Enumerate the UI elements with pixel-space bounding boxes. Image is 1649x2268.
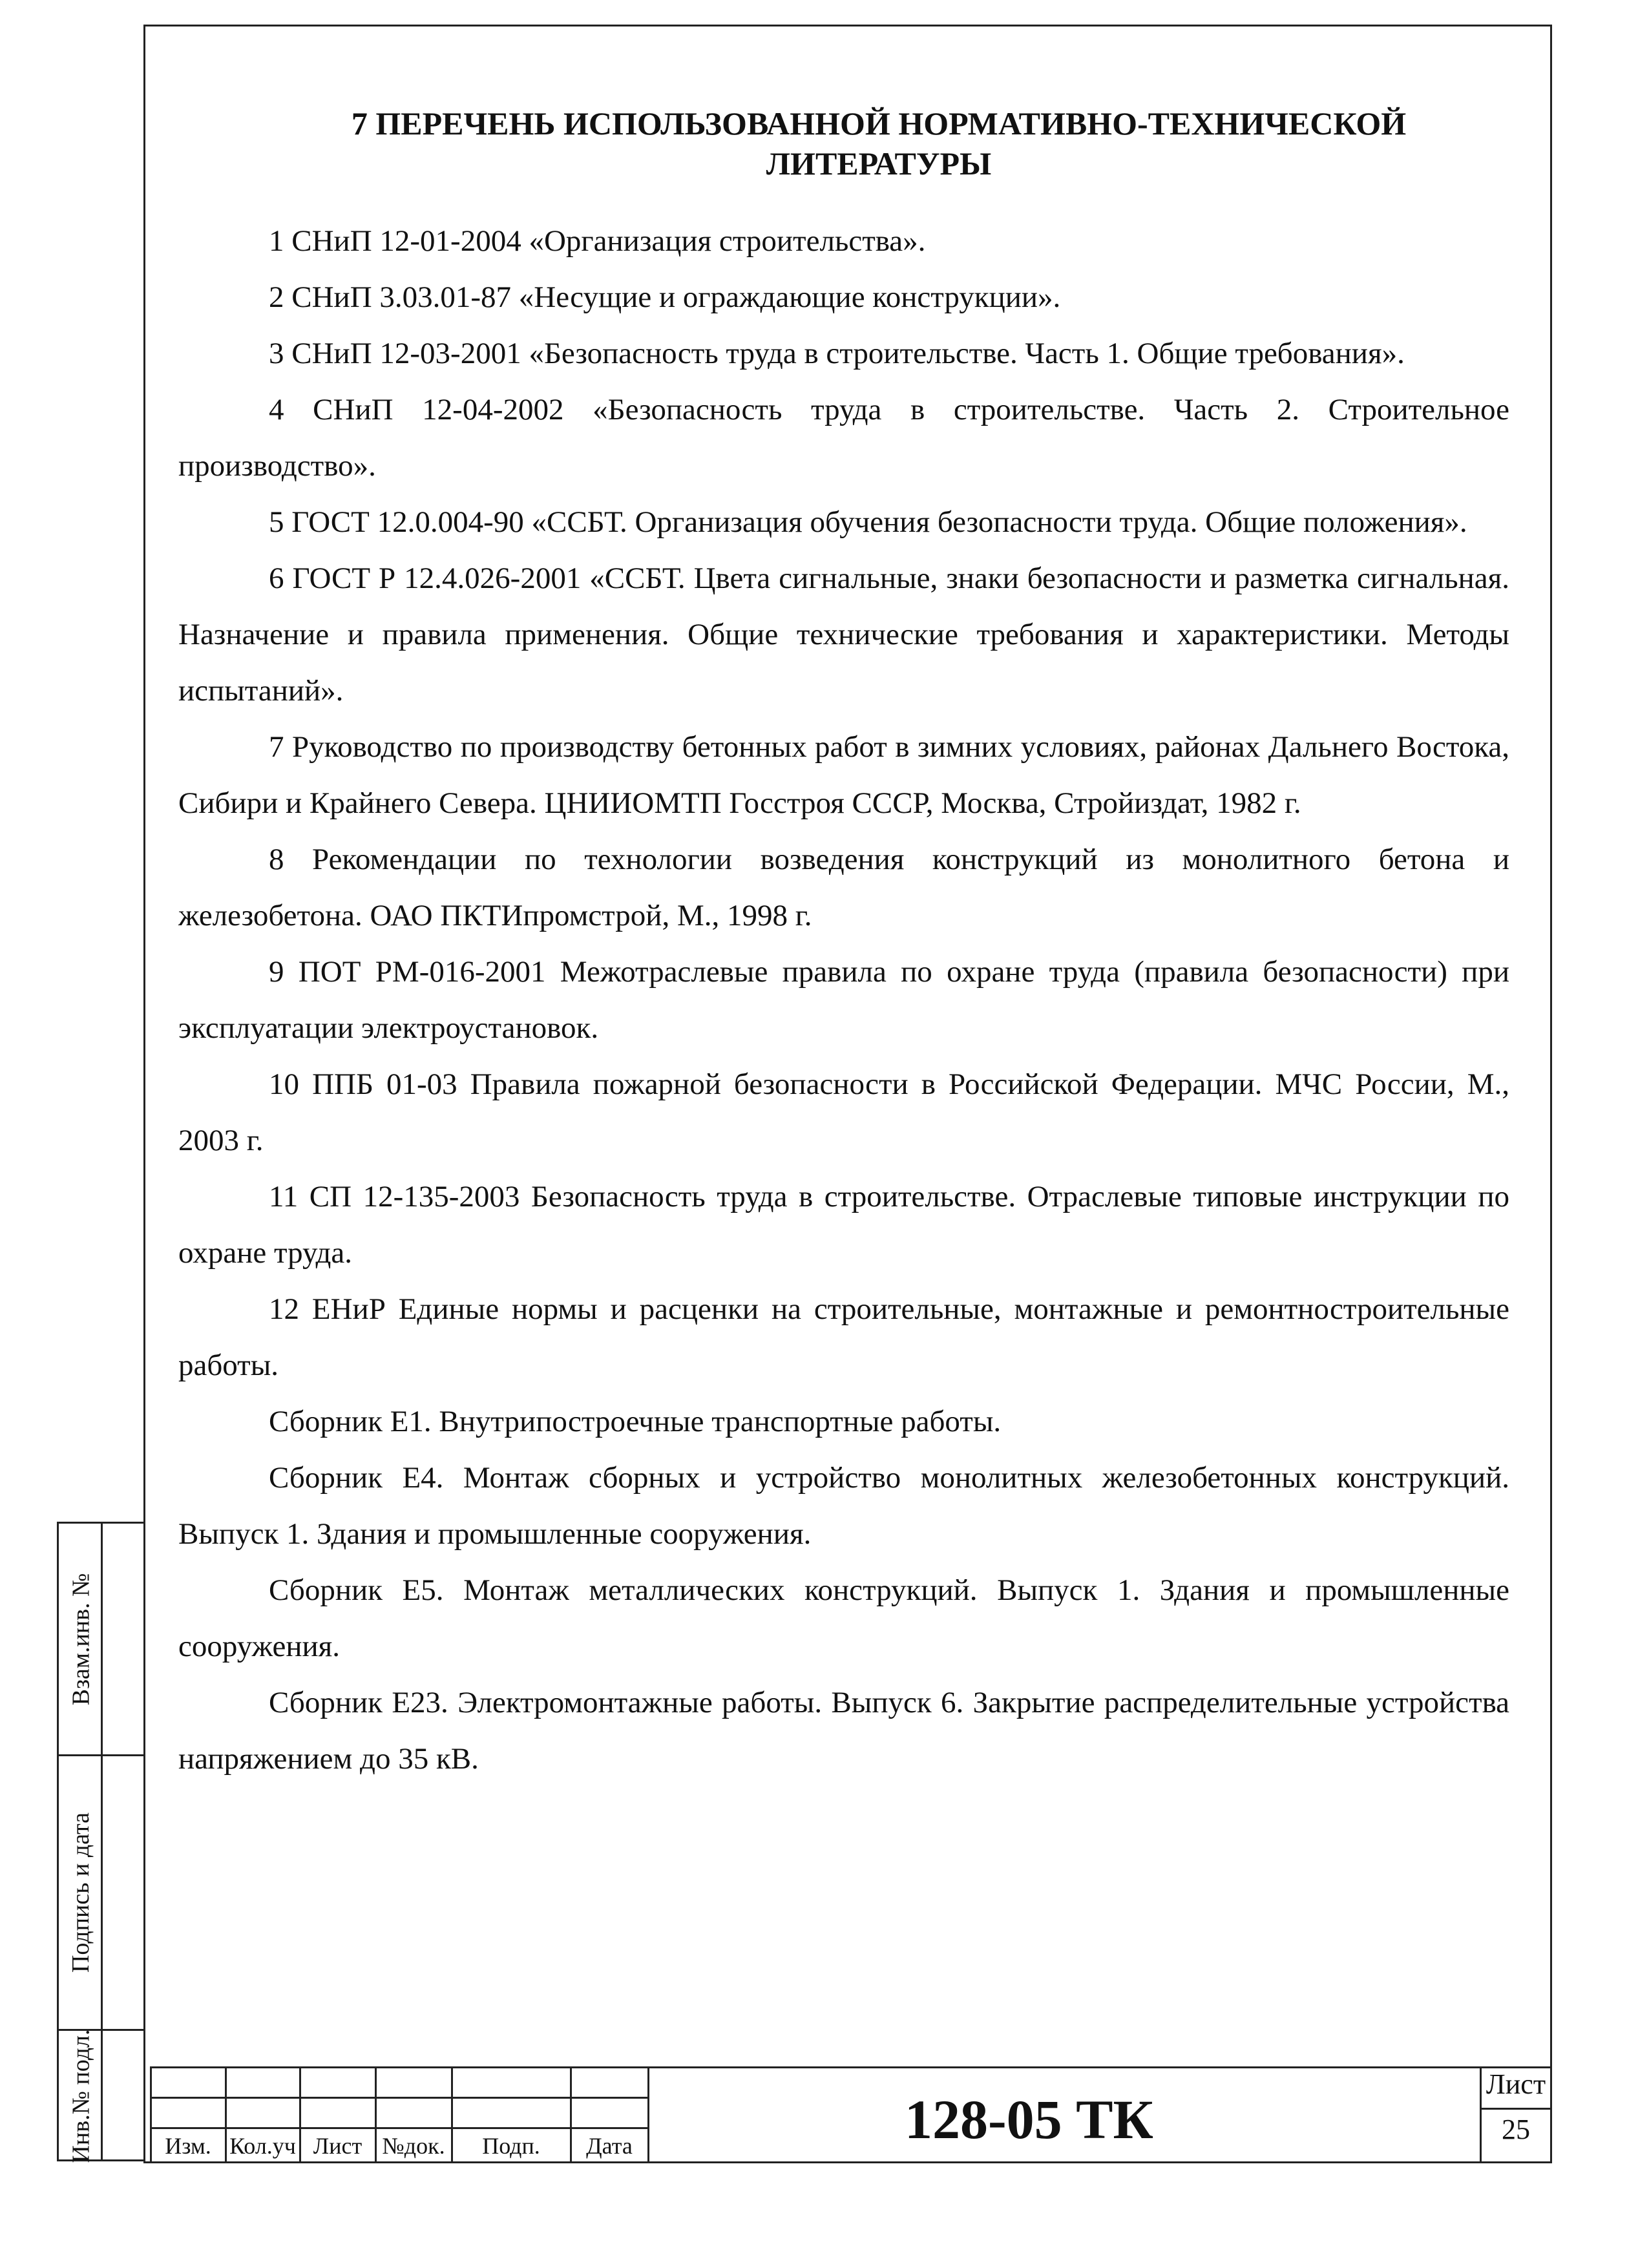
col-podp: Подп. <box>482 2133 540 2159</box>
col-kol: Кол.уч <box>229 2133 296 2159</box>
list-item: 9 ПОТ РМ-016-2001 Межотраслевые правила по охране труда (правила безопасности) при эксплуатации электроустановок. <box>178 955 1509 1045</box>
side-stamp <box>57 1522 145 2161</box>
list-item: 1 СНиП 12-01-2004 «Организация строительства». <box>269 224 926 258</box>
page-title <box>194 103 1564 184</box>
title-line-2: ЛИТЕРАТУРЫ <box>766 145 992 182</box>
list-item: 11 СП 12-135-2003 Безопасность труда в строительстве. Отраслевые типовые инструкции по охране труда. <box>178 1180 1509 1270</box>
sheet-number: 25 <box>1502 2114 1530 2145</box>
list-item: Сборник Е1. Внутрипостроечные транспортные работы. <box>269 1405 1002 1438</box>
list-item: 8 Рекомендации по технологии возведения конструкций из монолитного бетона и железобетона. ОАО ПКТИпромстрой, М., 1998 г. <box>178 843 1509 932</box>
col-ndok: №док. <box>382 2133 445 2159</box>
list-item: Сборник Е4. Монтаж сборных и устройство монолитных железобетонных конструкций. Выпуск 1. Здания и промышленные сооружения. <box>178 1461 1509 1551</box>
side-label-replace: Взам.инв. № <box>67 1573 95 1705</box>
list-item: 6 ГОСТ Р 12.4.026-2001 «ССБТ. Цвета сигнальные, знаки безопасности и разметка сигнальная. Назначение и правила применения. Общие технические требования и характеристики. Методы испытаний». <box>178 562 1509 708</box>
list-item: 3 СНиП 12-03-2001 «Безопасность труда в строительстве. Часть 1. Общие требования». <box>269 337 1405 370</box>
list-item: 12 ЕНиР Единые нормы и расценки на строительные, монтажные и ремонтностроительные работы. <box>178 1292 1509 1382</box>
document-code: 128-05 ТК <box>905 2088 1153 2150</box>
side-cell-replace <box>59 1524 145 1756</box>
list-item: Сборник Е5. Монтаж металлических конструкций. Выпуск 1. Здания и промышленные сооружения. <box>178 1573 1509 1663</box>
col-data: Дата <box>586 2133 633 2159</box>
list-item: 10 ППБ 01-03 Правила пожарной безопасности в Российской Федерации. МЧС России, М., 2003 г. <box>178 1067 1509 1157</box>
side-cell-sign <box>59 1756 145 2031</box>
side-cell-original <box>59 2031 145 2161</box>
sheet-label: Лист <box>1486 2068 1546 2100</box>
col-izm: Изм. <box>165 2133 211 2159</box>
col-list: Лист <box>313 2133 362 2159</box>
title-line-1: 7 ПЕРЕЧЕНЬ ИСПОЛЬЗОВАННОЙ НОРМАТИВНО-ТЕХНИЧЕСКОЙ <box>351 105 1407 142</box>
list-item: Сборник Е23. Электромонтажные работы. Выпуск 6. Закрытие распределительные устройства напряжением до 35 кВ. <box>178 1686 1509 1776</box>
list-item: 4 СНиП 12-04-2002 «Безопасность труда в строительстве. Часть 2. Строительное производство». <box>178 393 1509 483</box>
reference-list <box>178 213 1509 1787</box>
list-item: 7 Руководство по производству бетонных работ в зимних условиях, районах Дальнего Востока, Сибири и Крайнего Севера. ЦНИИОМТП Госстроя СССР, Москва, Стройиздат, 1982 г. <box>178 730 1509 820</box>
side-label-sign: Подпись и дата <box>67 1812 95 1973</box>
list-item: 2 СНиП 3.03.01-87 «Несущие и ограждающие конструкции». <box>269 280 1061 314</box>
side-label-original: Инв.№ подл. <box>67 2029 95 2163</box>
list-item: 5 ГОСТ 12.0.004-90 «ССБТ. Организация обучения безопасности труда. Общие положения». <box>269 505 1467 539</box>
